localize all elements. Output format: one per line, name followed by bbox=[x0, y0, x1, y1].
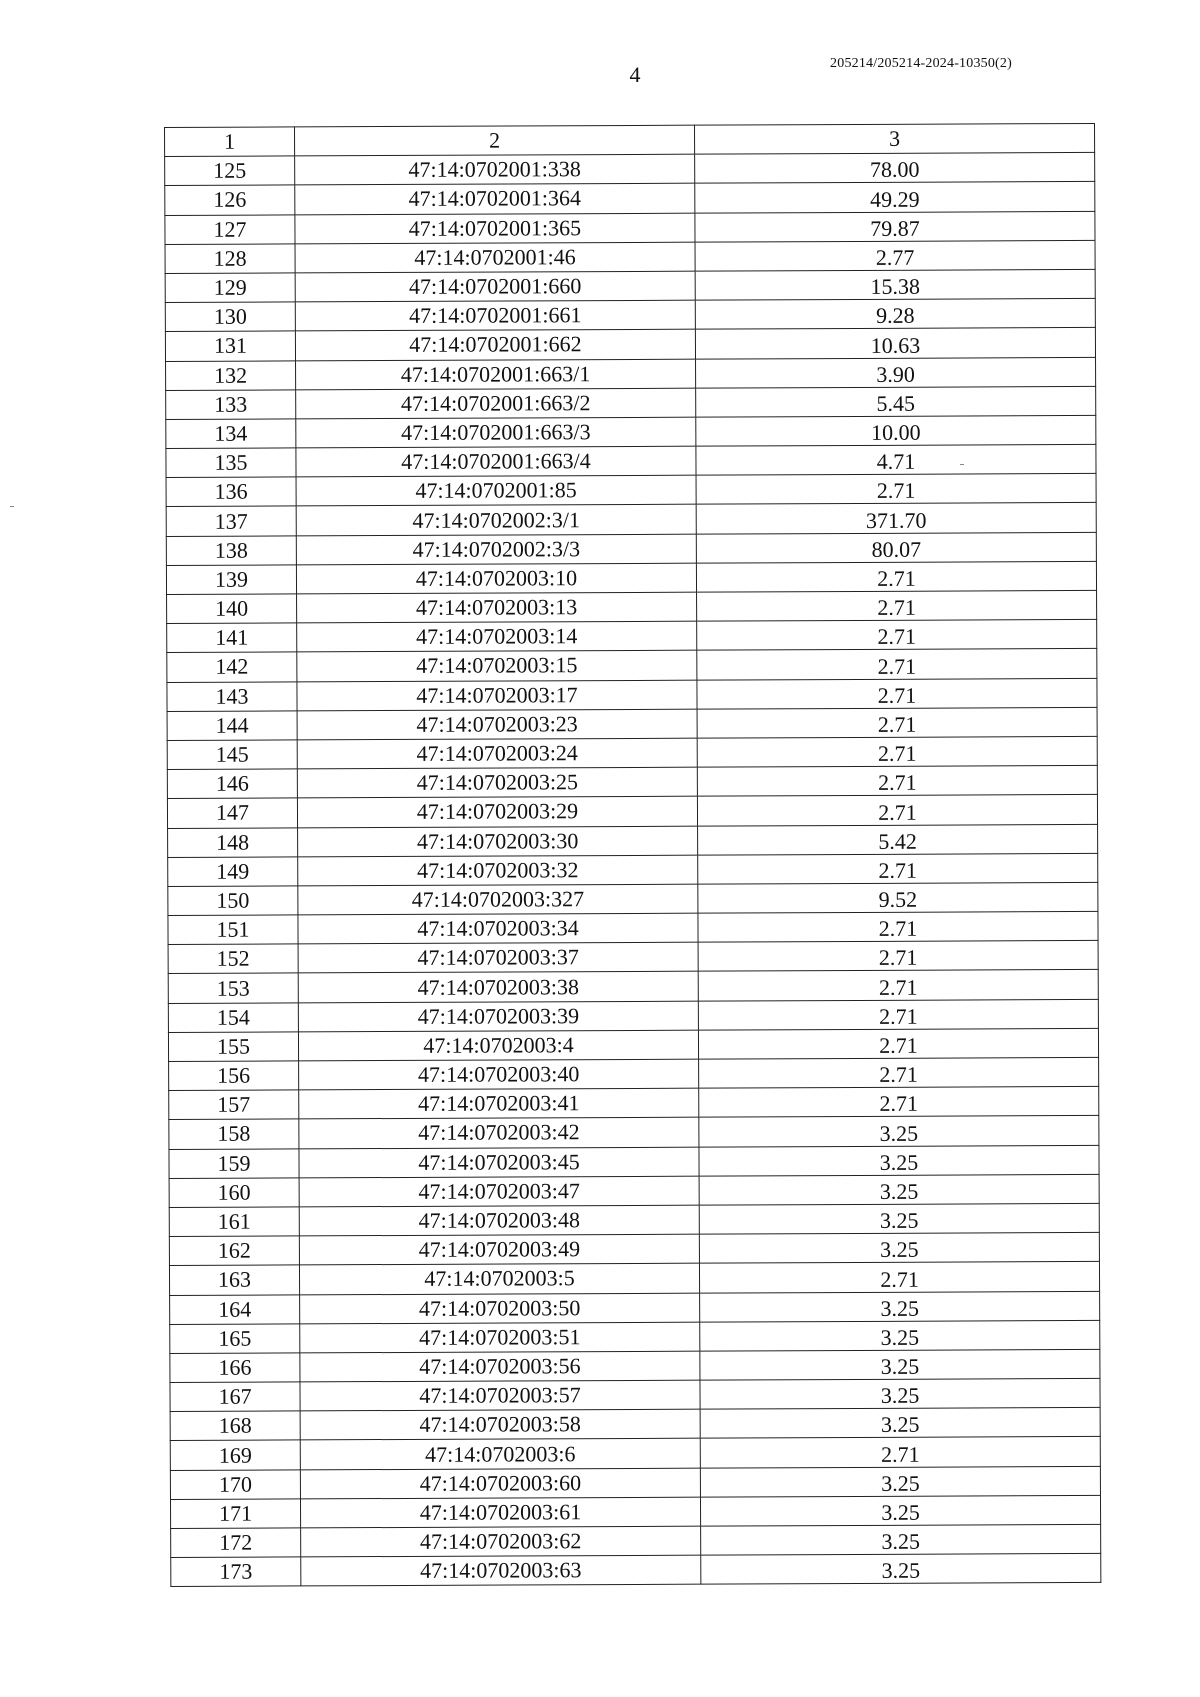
row-number-cell: 172 bbox=[171, 1528, 301, 1558]
table-row bbox=[168, 970, 1098, 1003]
value-cell: 10.00 bbox=[696, 415, 1096, 446]
value-cell: 2.71 bbox=[697, 795, 1097, 826]
value-cell: 3.25 bbox=[699, 1233, 1099, 1264]
row-number-cell: 163 bbox=[169, 1265, 299, 1295]
value-cell: 2.71 bbox=[700, 1437, 1100, 1468]
table-row bbox=[165, 182, 1095, 215]
table-row bbox=[168, 999, 1098, 1032]
table-row bbox=[167, 620, 1097, 653]
value-cell: 4.71 bbox=[696, 444, 1096, 475]
table-row bbox=[168, 882, 1098, 915]
table-row bbox=[165, 328, 1095, 361]
row-number-cell: 160 bbox=[169, 1178, 299, 1208]
value-cell: 79.87 bbox=[695, 211, 1095, 242]
cadastral-number-cell: 47:14:0702003:13 bbox=[297, 592, 697, 623]
row-number-cell: 142 bbox=[167, 652, 297, 682]
value-cell: 2.71 bbox=[699, 1057, 1099, 1088]
value-cell: 3.25 bbox=[700, 1466, 1100, 1497]
cadastral-number-cell: 47:14:0702003:45 bbox=[299, 1147, 699, 1178]
value-cell: 2.71 bbox=[698, 941, 1098, 972]
cadastral-number-cell: 47:14:0702003:40 bbox=[299, 1059, 699, 1090]
value-cell: 3.25 bbox=[700, 1320, 1100, 1351]
value-cell: 3.25 bbox=[700, 1495, 1100, 1526]
value-cell: 5.42 bbox=[698, 824, 1098, 855]
row-number-cell: 153 bbox=[168, 973, 298, 1003]
value-cell: 3.25 bbox=[700, 1408, 1100, 1439]
row-number-cell: 133 bbox=[166, 390, 296, 420]
row-number-cell: 169 bbox=[170, 1440, 300, 1470]
value-cell: 3.90 bbox=[696, 357, 1096, 388]
cadastral-number-cell: 47:14:0702003:50 bbox=[300, 1293, 700, 1324]
table-row bbox=[165, 240, 1095, 273]
value-cell: 2.71 bbox=[697, 590, 1097, 621]
row-number-cell: 146 bbox=[167, 769, 297, 799]
value-cell: 15.38 bbox=[695, 269, 1095, 300]
table-row bbox=[166, 415, 1096, 448]
cadastral-number-cell: 47:14:0702001:663/2 bbox=[296, 388, 696, 419]
cadastral-number-cell: 47:14:0702001:46 bbox=[295, 242, 695, 273]
cadastral-number-cell: 47:14:0702003:38 bbox=[298, 972, 698, 1003]
value-cell: 2.71 bbox=[699, 1087, 1099, 1118]
row-number-cell: 147 bbox=[167, 798, 297, 828]
table-header-row bbox=[165, 123, 1095, 156]
table-row bbox=[167, 678, 1097, 711]
row-number-cell: 156 bbox=[169, 1061, 299, 1091]
cadastral-number-cell: 47:14:0702001:663/4 bbox=[296, 446, 696, 477]
row-number-cell: 159 bbox=[169, 1148, 299, 1178]
cadastral-number-cell: 47:14:0702003:32 bbox=[298, 855, 698, 886]
table-row bbox=[166, 532, 1096, 565]
cadastral-number-cell: 47:14:0702003:14 bbox=[297, 621, 697, 652]
row-number-cell: 162 bbox=[169, 1236, 299, 1266]
data-table bbox=[164, 123, 1101, 1587]
row-number-cell: 161 bbox=[169, 1207, 299, 1237]
row-number-cell: 168 bbox=[170, 1411, 300, 1441]
cadastral-number-cell: 47:14:0702003:327 bbox=[298, 884, 698, 915]
row-number-cell: 165 bbox=[170, 1324, 300, 1354]
table-row bbox=[169, 1262, 1099, 1295]
value-cell: 3.25 bbox=[700, 1378, 1100, 1409]
value-cell: 371.70 bbox=[696, 503, 1096, 534]
row-number-cell: 173 bbox=[171, 1557, 301, 1587]
table-row bbox=[165, 211, 1095, 244]
table-row bbox=[166, 444, 1096, 477]
value-cell: 2.71 bbox=[697, 649, 1097, 680]
value-cell: 78.00 bbox=[695, 153, 1095, 184]
value-cell: 2.71 bbox=[697, 678, 1097, 709]
value-cell: 2.71 bbox=[697, 736, 1097, 767]
row-number-cell: 167 bbox=[170, 1382, 300, 1412]
row-number-cell: 144 bbox=[167, 711, 297, 741]
cadastral-number-cell: 47:14:0702003:4 bbox=[298, 1030, 698, 1061]
row-number-cell: 134 bbox=[166, 419, 296, 449]
row-number-cell: 130 bbox=[165, 302, 295, 332]
cadastral-number-cell: 47:14:0702003:39 bbox=[298, 1001, 698, 1032]
row-number-cell: 125 bbox=[165, 156, 295, 186]
row-number-cell: 164 bbox=[170, 1294, 300, 1324]
cadastral-number-cell: 47:14:0702003:30 bbox=[298, 826, 698, 857]
value-cell: 9.28 bbox=[695, 299, 1095, 330]
table-row bbox=[166, 561, 1096, 594]
table-row bbox=[170, 1495, 1100, 1528]
column-header-number: 1 bbox=[165, 127, 295, 157]
cadastral-number-cell: 47:14:0702001:85 bbox=[296, 475, 696, 506]
cadastral-number-cell: 47:14:0702003:34 bbox=[298, 913, 698, 944]
row-number-cell: 129 bbox=[165, 273, 295, 303]
cadastral-number-cell: 47:14:0702003:63 bbox=[301, 1555, 701, 1586]
cadastral-number-cell: 47:14:0702003:61 bbox=[300, 1497, 700, 1528]
table-row bbox=[169, 1145, 1099, 1178]
value-cell: 49.29 bbox=[695, 182, 1095, 213]
row-number-cell: 131 bbox=[165, 331, 295, 361]
row-number-cell: 171 bbox=[170, 1499, 300, 1529]
row-number-cell: 137 bbox=[166, 506, 296, 536]
scan-speck bbox=[10, 506, 14, 507]
cadastral-number-cell: 47:14:0702003:29 bbox=[297, 796, 697, 827]
table-row bbox=[170, 1466, 1100, 1499]
value-cell: 2.71 bbox=[696, 561, 1096, 592]
table-row bbox=[165, 299, 1095, 332]
value-cell: 2.71 bbox=[698, 911, 1098, 942]
row-number-cell: 132 bbox=[166, 360, 296, 390]
cadastral-number-cell: 47:14:0702003:41 bbox=[299, 1088, 699, 1119]
cadastral-number-cell: 47:14:0702001:660 bbox=[295, 271, 695, 302]
value-cell: 5.45 bbox=[696, 386, 1096, 417]
table-row bbox=[165, 153, 1095, 186]
row-number-cell: 139 bbox=[166, 565, 296, 595]
row-number-cell: 151 bbox=[168, 915, 298, 945]
cadastral-number-cell: 47:14:0702001:661 bbox=[295, 300, 695, 331]
table-row bbox=[165, 269, 1095, 302]
row-number-cell: 127 bbox=[165, 214, 295, 244]
table-row bbox=[166, 386, 1096, 419]
row-number-cell: 135 bbox=[166, 448, 296, 478]
cadastral-number-cell: 47:14:0702001:663/3 bbox=[296, 417, 696, 448]
table-row bbox=[167, 649, 1097, 682]
cadastral-number-cell: 47:14:0702003:6 bbox=[300, 1439, 700, 1470]
table-row bbox=[171, 1524, 1101, 1557]
table-row bbox=[170, 1291, 1100, 1324]
value-cell: 3.25 bbox=[700, 1349, 1100, 1380]
value-cell: 2.71 bbox=[697, 766, 1097, 797]
cadastral-number-cell: 47:14:0702001:663/1 bbox=[296, 359, 696, 390]
row-number-cell: 126 bbox=[165, 185, 295, 215]
table-row bbox=[167, 707, 1097, 740]
cadastral-number-cell: 47:14:0702003:25 bbox=[297, 767, 697, 798]
value-cell: 2.71 bbox=[697, 707, 1097, 738]
value-cell: 2.71 bbox=[697, 620, 1097, 651]
row-number-cell: 141 bbox=[167, 623, 297, 653]
cadastral-number-cell: 47:14:0702003:49 bbox=[299, 1234, 699, 1265]
row-number-cell: 136 bbox=[166, 477, 296, 507]
row-number-cell: 140 bbox=[167, 594, 297, 624]
cadastral-number-cell: 47:14:0702003:51 bbox=[300, 1322, 700, 1353]
row-number-cell: 158 bbox=[169, 1119, 299, 1149]
table-row bbox=[169, 1174, 1099, 1207]
cadastral-number-cell: 47:14:0702003:56 bbox=[300, 1351, 700, 1382]
row-number-cell: 148 bbox=[168, 827, 298, 857]
value-cell: 3.25 bbox=[699, 1116, 1099, 1147]
cadastral-number-cell: 47:14:0702003:15 bbox=[297, 651, 697, 682]
value-cell: 2.71 bbox=[698, 999, 1098, 1030]
row-number-cell: 166 bbox=[170, 1353, 300, 1383]
cadastral-number-cell: 47:14:0702002:3/3 bbox=[296, 534, 696, 565]
value-cell: 80.07 bbox=[696, 532, 1096, 563]
table-row bbox=[168, 853, 1098, 886]
table-row bbox=[170, 1349, 1100, 1382]
value-cell: 3.25 bbox=[699, 1174, 1099, 1205]
table-row bbox=[166, 503, 1096, 536]
cadastral-number-cell: 47:14:0702001:365 bbox=[295, 213, 695, 244]
table-row bbox=[168, 824, 1098, 857]
table-row bbox=[167, 736, 1097, 769]
row-number-cell: 170 bbox=[170, 1470, 300, 1500]
row-number-cell: 157 bbox=[169, 1090, 299, 1120]
table-row bbox=[168, 911, 1098, 944]
document-reference: 205214/205214-2024-10350(2) bbox=[830, 56, 1012, 71]
cadastral-number-cell: 47:14:0702003:10 bbox=[296, 563, 696, 594]
cadastral-number-cell: 47:14:0702003:48 bbox=[299, 1205, 699, 1236]
value-cell: 2.71 bbox=[698, 853, 1098, 884]
table-row bbox=[168, 1028, 1098, 1061]
value-cell: 2.71 bbox=[699, 1262, 1099, 1293]
column-header-cadastral-number: 2 bbox=[295, 125, 695, 156]
table-row bbox=[166, 474, 1096, 507]
page-number: 4 bbox=[629, 62, 641, 87]
table-row bbox=[166, 357, 1096, 390]
cadastral-number-cell: 47:14:0702003:5 bbox=[299, 1263, 699, 1294]
table-row bbox=[167, 766, 1097, 799]
column-header-value: 3 bbox=[694, 123, 1094, 154]
table-row bbox=[169, 1203, 1099, 1236]
cadastral-number-cell: 47:14:0702001:338 bbox=[295, 154, 695, 185]
cadastral-number-cell: 47:14:0702003:37 bbox=[298, 942, 698, 973]
table-row bbox=[170, 1437, 1100, 1470]
table-row bbox=[168, 941, 1098, 974]
cadastral-number-cell: 47:14:0702001:364 bbox=[295, 184, 695, 215]
table-row bbox=[171, 1554, 1101, 1587]
row-number-cell: 143 bbox=[167, 681, 297, 711]
table-row bbox=[170, 1320, 1100, 1353]
row-number-cell: 149 bbox=[168, 857, 298, 887]
row-number-cell: 138 bbox=[166, 536, 296, 566]
cadastral-number-cell: 47:14:0702003:58 bbox=[300, 1409, 700, 1440]
table-row bbox=[167, 590, 1097, 623]
row-number-cell: 150 bbox=[168, 886, 298, 916]
table-row bbox=[169, 1233, 1099, 1266]
cadastral-number-cell: 47:14:0702001:662 bbox=[295, 329, 695, 360]
cadastral-number-cell: 47:14:0702003:60 bbox=[300, 1468, 700, 1499]
row-number-cell: 128 bbox=[165, 244, 295, 274]
cadastral-number-cell: 47:14:0702002:3/1 bbox=[296, 505, 696, 536]
value-cell: 9.52 bbox=[698, 882, 1098, 913]
row-number-cell: 154 bbox=[168, 1003, 298, 1033]
cadastral-number-cell: 47:14:0702003:57 bbox=[300, 1380, 700, 1411]
table-body bbox=[165, 153, 1101, 1587]
row-number-cell: 155 bbox=[168, 1032, 298, 1062]
value-cell: 10.63 bbox=[695, 328, 1095, 359]
value-cell: 2.71 bbox=[696, 474, 1096, 505]
cadastral-number-cell: 47:14:0702003:62 bbox=[301, 1526, 701, 1557]
cadastral-number-cell: 47:14:0702003:24 bbox=[297, 738, 697, 769]
cadastral-number-cell: 47:14:0702003:42 bbox=[299, 1118, 699, 1149]
cadastral-number-cell: 47:14:0702003:47 bbox=[299, 1176, 699, 1207]
table-row bbox=[169, 1057, 1099, 1090]
value-cell: 3.25 bbox=[700, 1291, 1100, 1322]
row-number-cell: 145 bbox=[167, 740, 297, 770]
value-cell: 3.25 bbox=[701, 1524, 1101, 1555]
row-number-cell: 152 bbox=[168, 944, 298, 974]
value-cell: 3.25 bbox=[701, 1554, 1101, 1585]
table-row bbox=[169, 1116, 1099, 1149]
value-cell: 3.25 bbox=[699, 1203, 1099, 1234]
value-cell: 3.25 bbox=[699, 1145, 1099, 1176]
cadastral-number-cell: 47:14:0702003:17 bbox=[297, 680, 697, 711]
table-row bbox=[170, 1378, 1100, 1411]
value-cell: 2.77 bbox=[695, 240, 1095, 271]
value-cell: 2.71 bbox=[698, 970, 1098, 1001]
value-cell: 2.71 bbox=[698, 1028, 1098, 1059]
table-row bbox=[167, 795, 1097, 828]
cadastral-number-cell: 47:14:0702003:23 bbox=[297, 709, 697, 740]
table-row bbox=[169, 1087, 1099, 1120]
table-row bbox=[170, 1408, 1100, 1441]
